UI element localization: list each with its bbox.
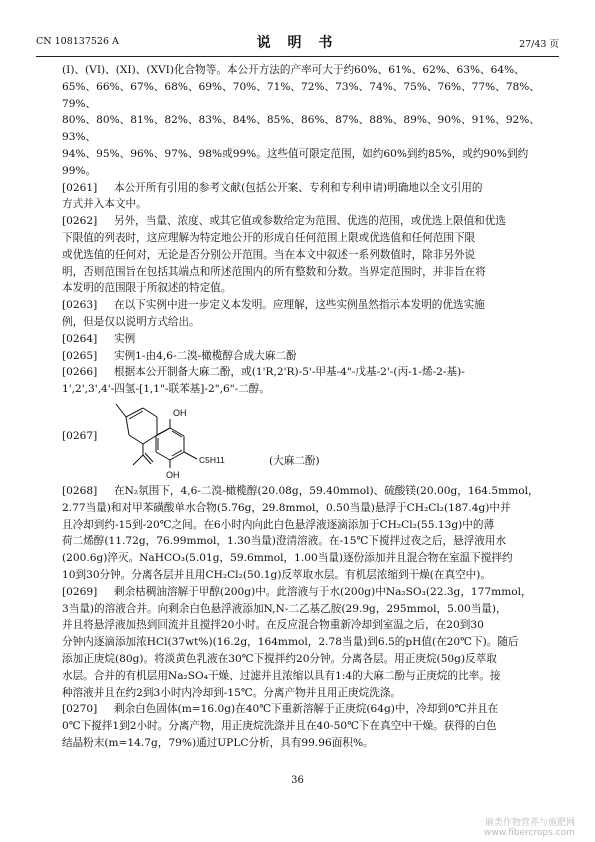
text-line: 方式并入本文中。 [62, 198, 147, 211]
paragraph-0263 [62, 297, 540, 314]
text-line: 添加正庚烷(80g)。将淡黄色乳液在30℃下搅拌约20分钟。分离各层。用正庚烷(50g)反萃取 [62, 652, 497, 665]
section-heading: 实例 [114, 332, 136, 345]
text-line: 剩余枯稠油溶解于甲醇(200g)中。此溶液与于水(200g)中Na₂SO₃(22.3g，177mmol， [114, 585, 532, 598]
text-line: 94%、95%、96%、97%、98%或99%。这些值可限定范围，如约60%到约85%，或约90%到约 [62, 147, 529, 160]
text-line: 剩余白色固体(m=16.0g)在40℃下重新溶解于正庚烷(64g)中，冷却到0℃并且在 [114, 703, 499, 716]
structure-caption: (大麻二酚) [269, 454, 320, 467]
paragraph-0269 [62, 584, 540, 601]
paragraph-tag: [0268] [62, 484, 98, 497]
pentyl-label: C5H11 [199, 454, 225, 465]
paragraph-continuation [62, 62, 540, 180]
text-line: 且冷却到约-15到-20℃之间。在6小时内向此白色悬浮液逐滴添加于CH₂Cl₂(55.13g)中的薄 [62, 518, 495, 531]
watermark-site-name: 麻类作物营养与施肥网 [484, 818, 575, 828]
paragraph-0267 [62, 402, 540, 480]
paragraph-tag: [0263] [62, 299, 98, 312]
paragraph-tag: [0269] [62, 585, 98, 598]
text-line: 根据本公开制备大麻二酚，或(1'R,2'R)-5'-甲基-4"-戊基-2'-(丙-1-烯-2-基)- [114, 366, 465, 379]
paragraph-tag: [0266] [62, 366, 98, 379]
paragraph-0265 [62, 348, 540, 365]
text-line: 例，但是仅以说明方式给出。 [62, 315, 200, 328]
text-line: (I)、(VI)、(XI)、(XVI)化合物等。本公开方法的产率可大于约60%、61%、62%、63%、64%、 [62, 64, 525, 76]
text-line: 10到30分钟。分离各层并且用CH₂Cl₂(50.1g)反萃取水层。有机层浓缩到干燥(在真空中)。 [62, 568, 492, 581]
header-rule [36, 56, 559, 57]
paragraph-tag: [0267] [62, 429, 98, 442]
paragraph-0262 [62, 213, 540, 230]
watermark-url: www.fibercrops.com [484, 828, 575, 838]
paragraph-0261 [62, 180, 540, 197]
text-line: 99%。 [62, 164, 97, 177]
page-number: 36 [291, 775, 304, 786]
document-title: 说 明 书 [256, 35, 339, 51]
cannabidiol-structure [114, 402, 354, 480]
text-line: 本发明的范围限于所叙述的特定值。 [62, 282, 232, 295]
text-line: 种溶液并且在约2到3小时内冷却到-15℃。分离产物并且用正庚烷洗涤。 [62, 686, 402, 699]
text-line: 2.77当量)和对甲苯磺酸单水合物(5.76g，29.8mmol，0.50当量)悬浮于CH₂Cl₂(187.4g)中并 [62, 501, 511, 514]
text-line: 在以下实例中进一步定义本发明。应理解，这些实例虽然指示本发明的优选实施 [114, 299, 485, 312]
text-line: 另外，当量、浓度、或其它值或参数给定为范围、优选的范围，或优选上限值和优选 [114, 215, 506, 228]
page-info: 27/43 页 [519, 39, 559, 50]
text-line: (200.6g)淬灭。NaHCO₃(5.01g，59.6mmol，1.00当量)逐份添加并且混合物在室温下搅拌约 [62, 552, 513, 565]
text-line: 3当量)的溶液合并。向剩余白色悬浮液添加N,N-二乙基乙胺(29.9g，295mmol，5.00当量)， [62, 602, 507, 615]
text-line: 1',2',3',4'-四氢-[1,1"-联苯基]-2",6"-二醇。 [62, 383, 270, 396]
text-line: 0℃下搅拌1到2小时。分离产物，用正庚烷洗涤并且在40-50℃下在真空中干燥。获得的白色 [62, 720, 497, 733]
text-line: 在N₂氛围下，4,6-二溴-橄榄醇(20.08g，59.40mmol)、硫酸镁(20.00g，164.5mmol， [114, 484, 539, 497]
paragraph-tag: [0265] [62, 349, 98, 362]
oh-label-top: OH [173, 407, 187, 418]
text-line: 80%、80%、81%、82%、83%、84%、85%、86%、87%、88%、89%、90%、91%、92%、93%、 [62, 114, 540, 144]
text-line: 荷二烯醇(11.72g，76.99mmol，1.30当量)澄清溶液。在-15℃下搅拌过夜之后，悬浮液用水 [62, 535, 507, 548]
watermark [484, 818, 575, 838]
text-line: 结晶粉末(m=14.7g，79%)通过UPLC分析，具有99.96面积%。 [62, 736, 374, 749]
text-line: 并且将悬浮液加热到回流并且搅拌20小时。在反应混合物重新冷却到室温之后，在20到30 [62, 619, 484, 632]
text-line: 或优选值的任何对，无论是否分别公开范围。当在本文中叙述一系列数值时，除非另外说 [62, 248, 476, 261]
text-line: 65%、66%、67%、68%、69%、70%、71%、72%、73%、74%、75%、76%、77%、78%、79%、 [62, 80, 540, 110]
text-line: 下限值的列表时，这应理解为特定地公开的形成自任何范围上限或优选值和任何范围下限 [62, 231, 476, 244]
paragraph-tag: [0261] [62, 181, 98, 194]
document-body [62, 62, 540, 752]
page-header [36, 32, 559, 52]
paragraph-0264 [62, 331, 540, 348]
paragraph-0266 [62, 364, 540, 381]
paragraph-tag: [0262] [62, 215, 98, 228]
text-line: 水层。合并的有机层用Na₂SO₄干燥、过滤并且浓缩以具有1:4的大麻二酚与正庚烷的比率。接 [62, 669, 501, 682]
document-number: CN 108137526 A [36, 36, 119, 47]
text-line: 本公开所有引用的参考文献(包括公开案、专利和专利申请)明确地以全文引用的 [114, 181, 483, 194]
oh-label-bottom: OH [166, 469, 180, 480]
paragraph-tag: [0270] [62, 703, 98, 716]
paragraph-tag: [0264] [62, 332, 98, 345]
text-line: 明，否则范围旨在包括其端点和所述范围内的所有整数和分数。当界定范围时，并非旨在将 [62, 265, 486, 278]
example-heading: 实例1-由4,6-二溴-橄榄醇合成大麻二酚 [114, 349, 297, 362]
paragraph-0270 [62, 701, 540, 718]
text-line: 分钟内逐滴添加浓HCl(37wt%)(16.2g，164mmol，2.78当量)到6.5的pH值(在20℃下)。随后 [62, 636, 519, 649]
paragraph-0268 [62, 483, 540, 500]
